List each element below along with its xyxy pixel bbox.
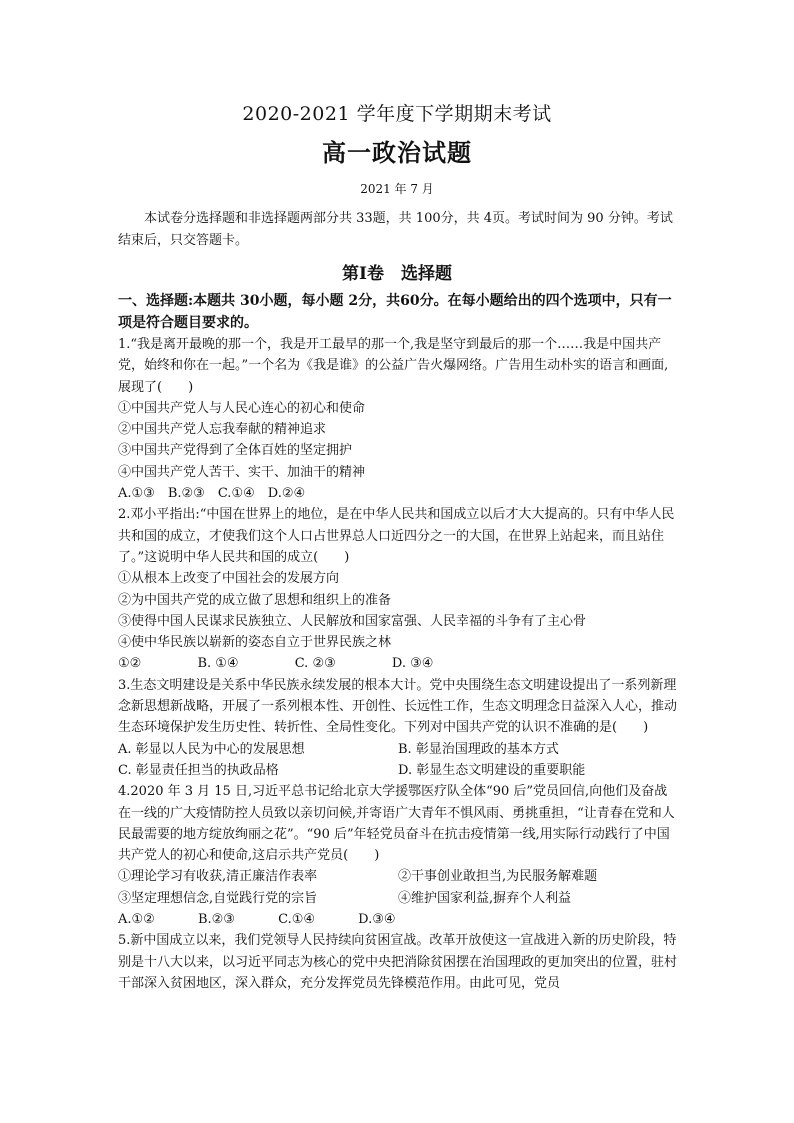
question-2-option-3: ③使得中国人民谋求民族独立、人民解放和国家富强、人民幸福的斗争有了主心骨 [118, 613, 587, 629]
section-heading: 一、选择题:本题共 30小题，每小题 2分，共60分。在每小题给出的四个选项中，只有一项是符合题目要求的。 [118, 293, 672, 331]
question-3-option-c: C. 彰显责任担当的执政品格 [118, 762, 279, 778]
question-4-option-4: ④维护国家利益,摒弃个人利益 [398, 890, 572, 906]
exam-date: 2021 年 7 月 [360, 182, 434, 196]
question-2-option-2: ②为中国共产党的成立做了思想和组织上的准备 [118, 592, 392, 608]
question-4-options-row-2 [118, 888, 680, 909]
section-title: 第Ⅰ卷 选择题 [342, 264, 452, 284]
question-2-stem: 2.邓小平指出:“中国在世界上的地位，是在中华人民共和国成立以后才大大提高的。只有中华人民共和国的成立，才使我们这个人口占世界总人口近四分之一的大国，在世界上站起来，而且站住了。”这说明中华人民共和国的成立( ) [118, 507, 675, 565]
question-2-answers: ①② B. ①④ C. ②③ D. ③④ [118, 656, 434, 672]
question-4-options-row-1 [118, 866, 680, 887]
question-5-stem: 5.新中国成立以来，我们党领导人民持续向贫困宣战。改革开放使这一宣战进入新的历史阶段，特别是十八大以来，以习近平同志为核心的党中央把消除贫困摆在治国理政的更加突出的位置，驻村干部深入贫困地区，深入群众，充分发挥党员先锋模范作用。由此可见，党员 [118, 933, 678, 991]
question-3-option-a: A. 彰显以人民为中心的发展思想 [118, 741, 305, 757]
question-3-option-d: D. 彰显生态文明建设的重要职能 [398, 762, 586, 778]
question-3-options-row-2 [118, 760, 680, 781]
exam-instructions: 本试卷分选择题和非选择题两部分共 33题，共 100分，共 4页。考试时间为 90 分钟。考试结束后，只交答题卡。 [118, 211, 673, 248]
question-4-answers: A.①② B.②③ C.①④ D.③④ [118, 912, 396, 928]
exam-title: 2020-2021 学年度下学期期末考试 [242, 103, 552, 125]
question-3-stem: 3.生态文明建设是关系中华民族永续发展的根本大计。党中央围绕生态文明建设提出了一系列新理念新思想新战略，开展了一系列根本性、开创性、长远性工作，生态文明理念日益深入人心，推动生态环境保护发生历史性、转折性、全局性变化。下列对中国共产党的认识不准确的是( ) [118, 677, 678, 736]
question-2-option-1: ①从根本上改变了中国社会的发展方向 [118, 571, 340, 587]
question-1-option-1: ①中国共产党人与人民心连心的初心和使命 [118, 400, 366, 416]
exam-subject-title: 高一政治试题 [322, 138, 472, 167]
question-1-option-2: ②中国共产党人忘我奉献的精神追求 [118, 422, 327, 438]
question-list [118, 290, 680, 994]
question-4-option-1: ①理论学习有收获,清正廉洁作表率 [118, 869, 318, 885]
question-2-option-4: ④使中华民族以崭新的姿态自立于世界民族之林 [118, 635, 392, 651]
question-1-answers: A.①③ B.②③ C.①④ D.②④ [118, 486, 306, 502]
question-4-option-2: ②干事创业敢担当,为民服务解难题 [398, 869, 598, 885]
question-3-option-b: B. 彰显治国理政的基本方式 [398, 741, 559, 757]
question-1-stem: 1.“我是离开最晚的那一个，我是开工最早的那一个,我是坚守到最后的那一个……我是中国共产党，始终和你在一起。”一个名为《我是谁》的公益广告火爆网络。广告用生动朴实的语言和画面,展现了( ) [118, 337, 669, 395]
question-1-option-3: ③中国共产党得到了全体百姓的坚定拥护 [118, 443, 353, 459]
question-4-stem: 4.2020 年 3 月 15 日,习近平总书记给北京大学援鄂医疗队全体“90 后”党员回信,向他们及奋战在一线的广大疫情防控人员致以亲切问候,并寄语广大青年不惧风雨、勇挑重担，“让青春在党和人民最需要的地方绽放绚丽之花”。“90 后”年轻党员奋斗在抗击疫情第一线,用实际行动践行了中国共产党人的初心和使命,这启示共产党员( ) [118, 784, 675, 864]
question-1-option-4: ④中国共产党人苦干、实干、加油干的精神 [118, 464, 366, 480]
question-3-options-row-1 [118, 739, 680, 760]
question-4-option-3: ③坚定理想信念,自觉践行党的宗旨 [118, 890, 318, 906]
